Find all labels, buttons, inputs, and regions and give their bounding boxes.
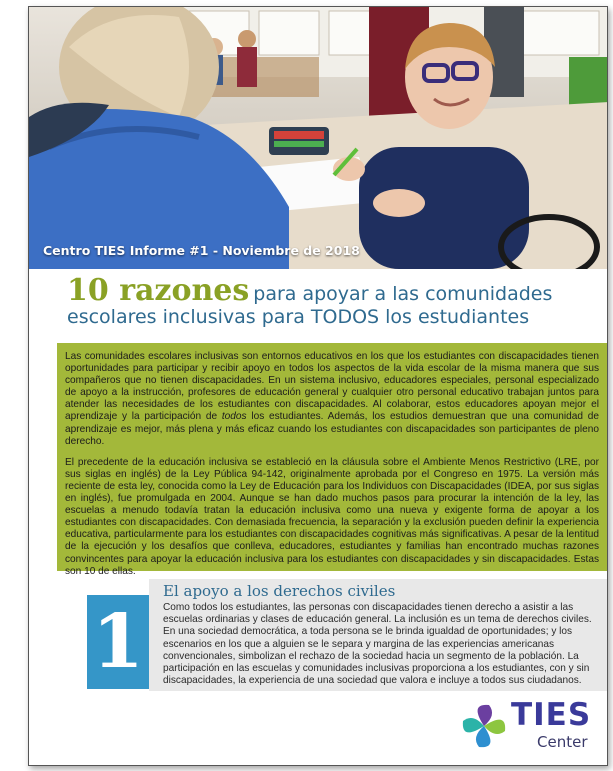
intro-p1-text: Las comunidades escolares inclusivas son entornos educativos en los que los estudiantes con discapacidades tienen oportunidades para participar y recibir apoyo en todos los aspectos de la vida escolar de la misma manera que sus compañeros que no tienen discapacidades. En un sistema inclusivo, educadores especiales, personal especializado de apoyo a la instrucción, profesores de educación general y cualquier otro personal educativo trabajan juntos para atender las necesidades de los estudiantes con discapacidades. Al colaborar, estos educadores apoyan mejor el aprendizaje y la participación de (65, 351, 599, 423)
classroom-photo (29, 7, 608, 269)
section-1-box (149, 579, 608, 691)
document-page (28, 6, 608, 766)
document-title (67, 273, 597, 328)
intro-p1-emphasis: todos (221, 411, 247, 423)
intro-box (57, 343, 607, 577)
section-number: 1 (92, 599, 144, 685)
title-line-2: escolares inclusivas para TODOS los estudiantes (67, 306, 530, 328)
title-highlight: 10 razones (67, 273, 250, 308)
logo-subtitle: Center (537, 733, 588, 751)
ties-center-logo (459, 697, 599, 757)
logo-name: TIES (511, 697, 592, 733)
ties-logo-icon (459, 701, 509, 751)
classroom-illustration (29, 7, 608, 269)
intro-paragraph-1 (65, 351, 599, 448)
issue-caption: Centro TIES Informe #1 - Noviembre de 2018 (43, 243, 360, 258)
section-1-title: El apoyo a los derechos civiles (163, 582, 396, 600)
section-1-body: Como todos los estudiantes, las personas con discapacidades tienen derecho a asistir a las escuelas ordinarias y clases de educación general. La inclusión es un tema de derechos civiles. En una sociedad democrática, a toda persona se le brinda igualdad de oportunidades; y los escenarios en los que a alguien se le separa y margina de las experiencias americanas convencionales, simbolizan el rechazo de la sociedad hacia un segmento de la población. La participación en las escuelas y comunidades inclusivas proporciona a los estudiantes, con y sin discapacidades, la experiencia de una sociedad que valora e incluye a todos sus ciudadanos. (163, 602, 592, 687)
intro-p1-text-end: los estudiantes. Además, los estudios demuestran que una comunidad de aprendizaje es mejor, más plena y más eficaz cuando los estudiantes con discapacidades son participantes de pleno derecho. (65, 411, 599, 447)
intro-paragraph-2: El precedente de la educación inclusiva se estableció en la cláusula sobre el Ambiente Menos Restrictivo (LRE, por sus siglas en inglés) de la Ley Pública 94-142, originalmente aprobada por el Congreso en 1975. La versión más reciente de esta ley, conocida como la Ley de Educación para los Individuos con Discapacidades (IDEA, por sus siglas en inglés), fue promulgada en 2004. Aunque se han dado muchos pasos para procurar la intención de la ley, las escuelas a menudo todavía tratan la educación inclusiva como una nueva y exigente forma de apoyar a los estudiantes con discapacidades. Con demasiada frecuencia, la separación y la exclusión pueden definir la experiencia educativa, particularmente para los estudiantes con discapacidades cognitivas más significativas. A pesar de la lentitud de la ejecución y los desafíos que conlleva, educadores, estudiantes y familias han encontrado muchas razones convincentes para apoyar la educación inclusiva para los estudiantes con discapacidades y sin discapacidades. Estas son 10 de ellas. (65, 456, 599, 577)
title-line-1: para apoyar a las comunidades (253, 283, 553, 305)
